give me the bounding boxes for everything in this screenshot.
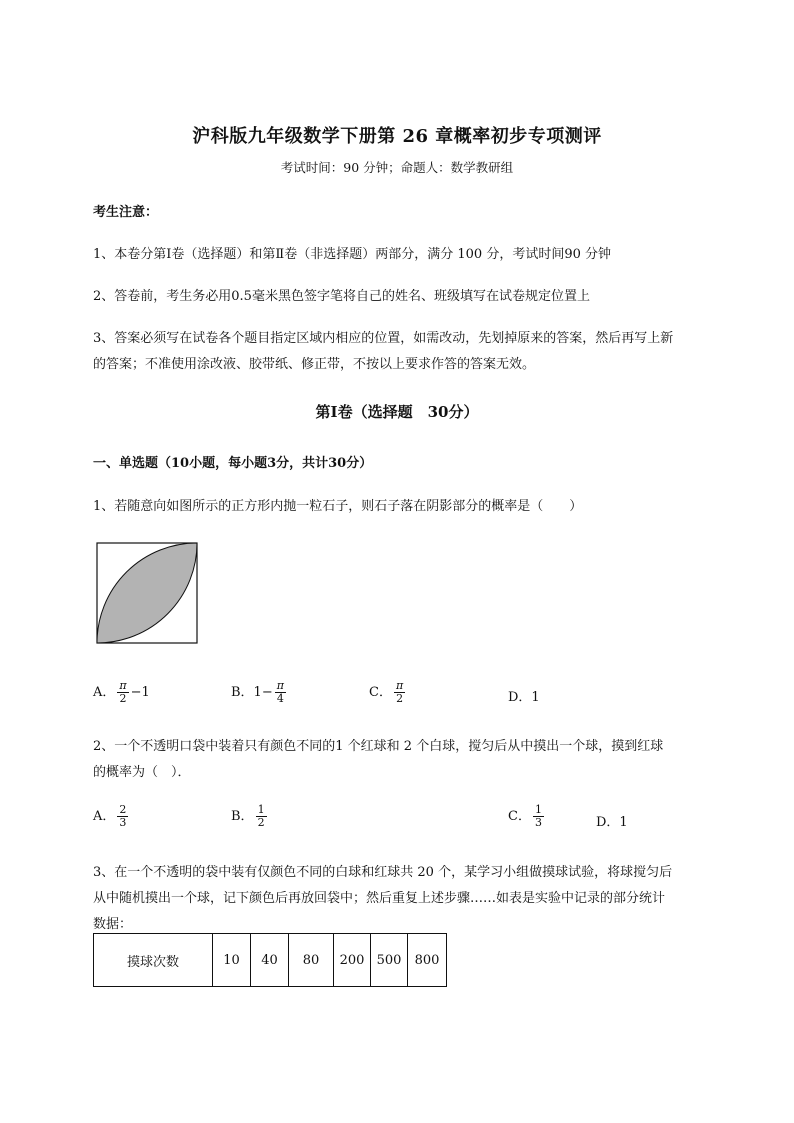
fraction: $\frac{2}{3}$ bbox=[119, 803, 127, 830]
question-3-line-3: 数据： bbox=[93, 917, 133, 932]
table-header-cell: 摸球次数 bbox=[94, 934, 213, 987]
option-label: B． bbox=[231, 809, 254, 825]
notice-item-3: 3、答案必须写在试卷各个题目指定区域内相应的位置，如需改动，先划掉原来的答案，然后再写上新 bbox=[93, 331, 674, 346]
q1-option-d[interactable]: D．1 bbox=[508, 690, 540, 705]
square-leaf-figure bbox=[96, 542, 200, 646]
notice-item-1: 1、本卷分第Ⅰ卷（选择题）和第Ⅱ卷（非选择题）两部分，满分 100 分，考试时间90 分钟 bbox=[93, 247, 611, 262]
table-cell: 500 bbox=[371, 934, 408, 987]
table-row bbox=[94, 934, 447, 987]
q1-option-a[interactable]: A． $\frac{\pi}{2}$ −1 bbox=[93, 679, 150, 706]
table-cell: 80 bbox=[289, 934, 334, 987]
q2-option-c[interactable] bbox=[508, 804, 546, 829]
question-3-line-2: 从中随机摸出一个球，记下颜色后再放回袋中；然后重复上述步骤……如表是实验中记录的部分统计 bbox=[93, 891, 666, 906]
notice-item-2: 2、答卷前，考生务必用0.5毫米黑色签字笔将自己的姓名、班级填写在试卷规定位置上 bbox=[93, 289, 590, 304]
option-label: B．1− bbox=[231, 685, 273, 701]
fraction: $\frac{\pi}{2}$ bbox=[119, 679, 127, 706]
q2-option-a[interactable] bbox=[93, 804, 130, 829]
option-label: A． bbox=[93, 809, 116, 825]
exam-info: 考试时间：90 分钟；命题人：数学教研组 bbox=[280, 160, 514, 175]
q2-option-d[interactable]: D．1 bbox=[596, 815, 628, 830]
q1-option-c[interactable] bbox=[369, 680, 407, 705]
part-heading: 一、单选题（10小题，每小题3分，共计30分） bbox=[93, 456, 373, 471]
fraction: $\frac{\pi}{2}$ bbox=[395, 679, 404, 706]
fraction: $\frac{1}{2}$ bbox=[257, 803, 265, 830]
notice-item-3-cont: 的答案；不准使用涂改液、胶带纸、修正带，不按以上要求作答的答案无效。 bbox=[93, 357, 536, 372]
option-label: A． bbox=[93, 685, 116, 701]
page-title: 沪科版九年级数学下册第 26 章概率初步专项测评 bbox=[192, 126, 602, 147]
table-cell: 800 bbox=[408, 934, 447, 987]
fraction: $\frac{1}{3}$ bbox=[534, 803, 542, 830]
option-label: C． bbox=[369, 685, 392, 701]
option-label: C． bbox=[508, 809, 531, 825]
draw-count-table bbox=[93, 933, 447, 987]
table-cell: 10 bbox=[213, 934, 251, 987]
table-cell: 200 bbox=[334, 934, 371, 987]
q1-option-b[interactable] bbox=[231, 680, 288, 705]
question-2-line-2: 的概率为（ ）． bbox=[93, 765, 191, 780]
question-2-line-1: 2、一个不透明口袋中装着只有颜色不同的1 个红球和 2 个白球，搅匀后从中摸出一个球，摸到红球 bbox=[93, 739, 664, 754]
shaded-leaf-region bbox=[97, 543, 197, 643]
question-3-line-1: 3、在一个不透明的袋中装有仅颜色不同的白球和红球共 20 个，某学习小组做摸球试验，将球搅匀后 bbox=[93, 865, 673, 880]
q2-option-b[interactable] bbox=[231, 804, 269, 829]
question-1-text: 1、若随意向如图所示的正方形内抛一粒石子，则石子落在阴影部分的概率是（ ） bbox=[93, 499, 583, 514]
section-title: 第Ⅰ卷（选择题 30分） bbox=[315, 403, 479, 421]
notice-heading: 考生注意： bbox=[93, 205, 159, 220]
fraction: $\frac{\pi}{4}$ bbox=[276, 679, 284, 706]
table-cell: 40 bbox=[251, 934, 289, 987]
